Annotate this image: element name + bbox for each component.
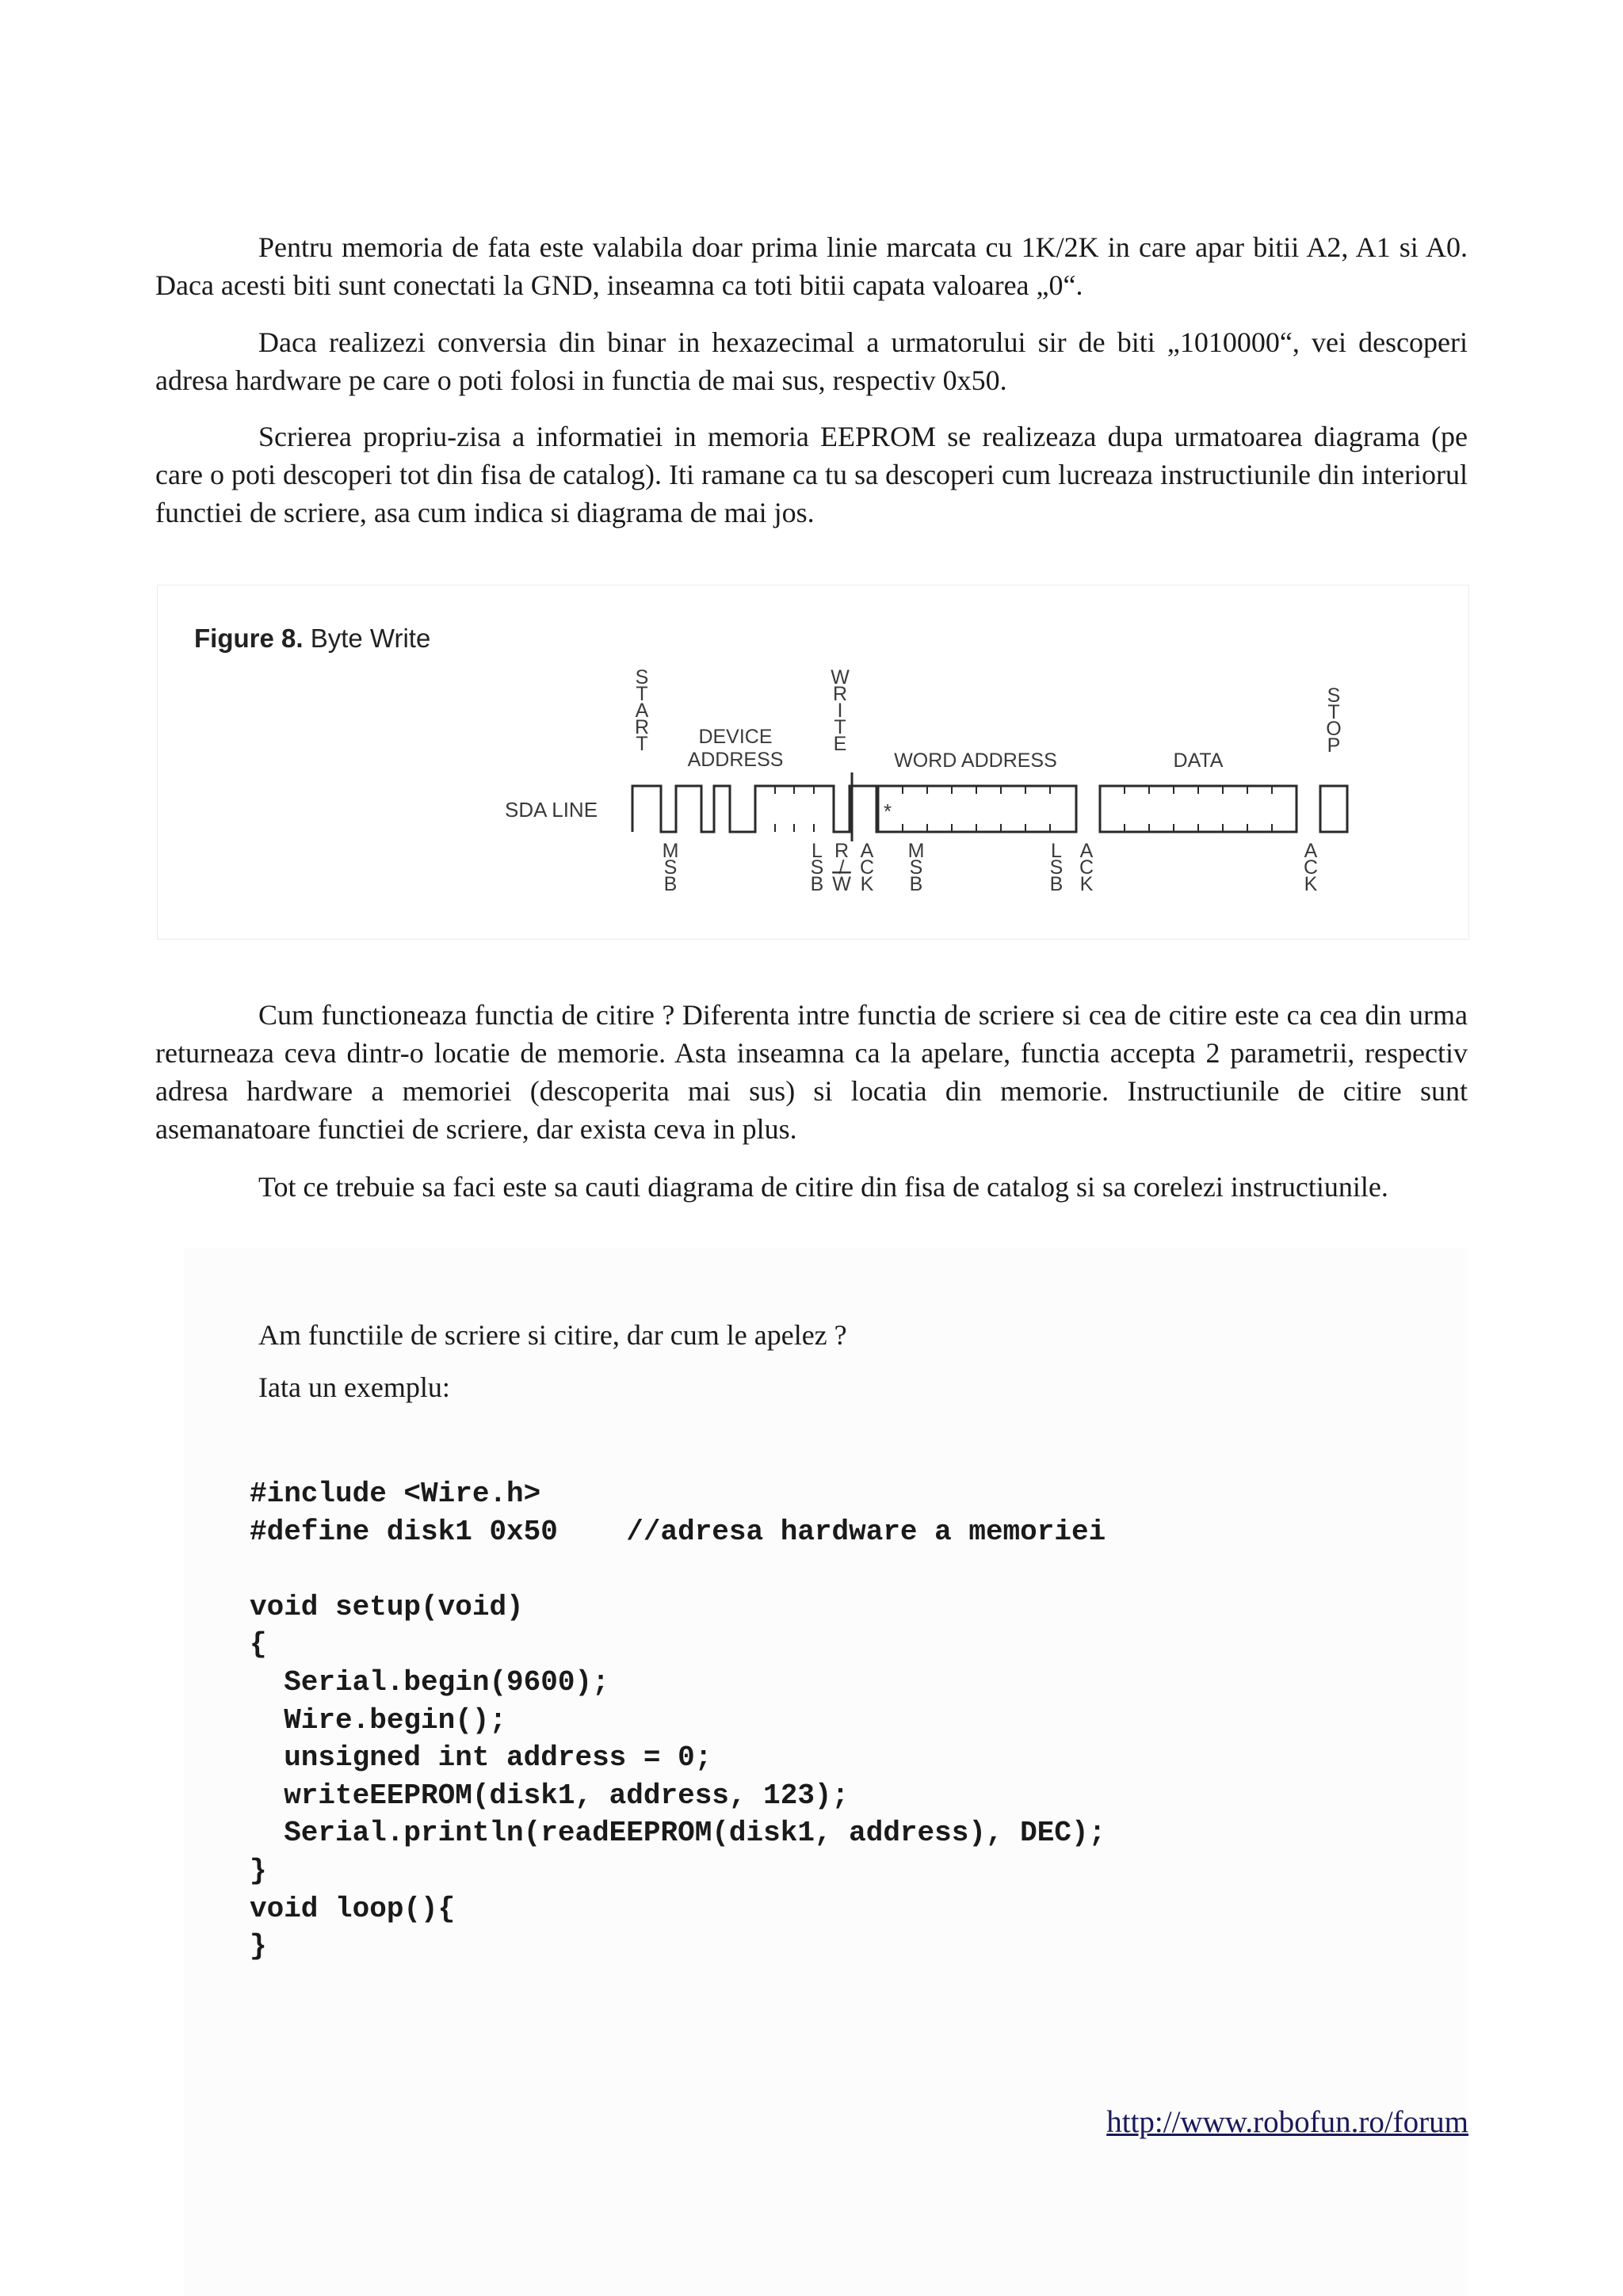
- paragraph-example-intro: Iata un exemplu:: [258, 1371, 450, 1403]
- paragraph-write-diagram-intro: Scrierea propriu-zisa a informatiei in memoria EEPROM se realizeaza dupa urmatoarea diagrama (pe care o poti descoperi tot din fisa de catalog). Iti ramane ca tu sa descoperi cum lucreaza instructiunile din interiorul functiei de scriere, asa cum indica si diagrama de mai jos.: [155, 421, 1468, 528]
- msb-label-device: M S B: [662, 840, 679, 895]
- start-label: S T A R T: [634, 666, 650, 755]
- code-example: #include <Wire.h> #define disk1 0x50 //adresa hardware a memoriei void setup(void) { Serial.begin(9600); Wire.begin(); unsigned int address = 0; writeEEPROM(disk1, address, 123); Serial.println(readEEPROM(disk1, address), DEC); } void loop(){ }: [250, 1478, 1106, 1963]
- footer-forum-link[interactable]: http://www.robofun.ro/forum: [1106, 2105, 1468, 2139]
- paragraph-read-diagram: Tot ce trebuie sa faci este sa cauti diagrama de citire din fisa de catalog si sa corelezi instructiunile.: [258, 1171, 1388, 1203]
- byte-write-timing-diagram: [0, 0, 1623, 951]
- ack-label-word: A C K: [1079, 840, 1094, 895]
- msb-label-word: M S B: [907, 840, 925, 895]
- lsb-label-word: L S B: [1049, 840, 1064, 895]
- write-label: W R I T E: [831, 666, 850, 755]
- stop-label: S T O P: [1326, 685, 1342, 757]
- lsb-label-device: L S B: [810, 840, 824, 895]
- word-address-label: WORD ADDRESS: [894, 749, 1057, 772]
- paragraph-hex-conversion: Daca realizezi conversia din binar in hexazecimal a urmatorului sir de biti „1010000“, vei descoperi adresa hardware pe care o poti folosi in functia de mai sus, respectiv 0x50.: [155, 326, 1468, 396]
- device-address-label-line2: ADDRESS: [687, 749, 784, 771]
- paragraph-read-function: Cum functioneaza functia de citire ? Diferenta intre functia de scriere si cea de citire este ca cea din urma returneaza ceva dintr-o locatie de memorie. Asta inseamna ca la apelare, functia accepta 2 parametrii, respectiv adresa hardware a memoriei (descoperita mai sus) si locatia din memorie. Instructiunile de citire sunt asemanatoare functiei de scriere, dar exista ceva in plus.: [155, 999, 1468, 1145]
- read-write-label: R / W: [832, 840, 851, 895]
- device-address-label-line1: DEVICE: [698, 726, 773, 748]
- under-labels: [663, 840, 1318, 895]
- ack-label-device: A C K: [859, 840, 875, 895]
- data-label: DATA: [1173, 749, 1224, 772]
- sda-line-label: SDA LINE: [505, 798, 598, 822]
- figure-label: Figure 8.: [194, 624, 304, 653]
- paragraph-eeprom-address-bits: Pentru memoria de fata este valabila doar prima linie marcata cu 1K/2K in care apar bitii A2, A1 si A0. Daca acesti biti sunt conectati la GND, inseamna ca toti bitii capata valoarea „0“.: [155, 231, 1468, 301]
- paragraph-call-question: Am functiile de scriere si citire, dar cum le apelez ?: [258, 1319, 847, 1351]
- sda-waveform: [632, 772, 1347, 841]
- star-marker: *: [884, 799, 892, 823]
- ack-label-data: A C K: [1303, 840, 1319, 895]
- figure-caption: Byte Write: [310, 624, 431, 653]
